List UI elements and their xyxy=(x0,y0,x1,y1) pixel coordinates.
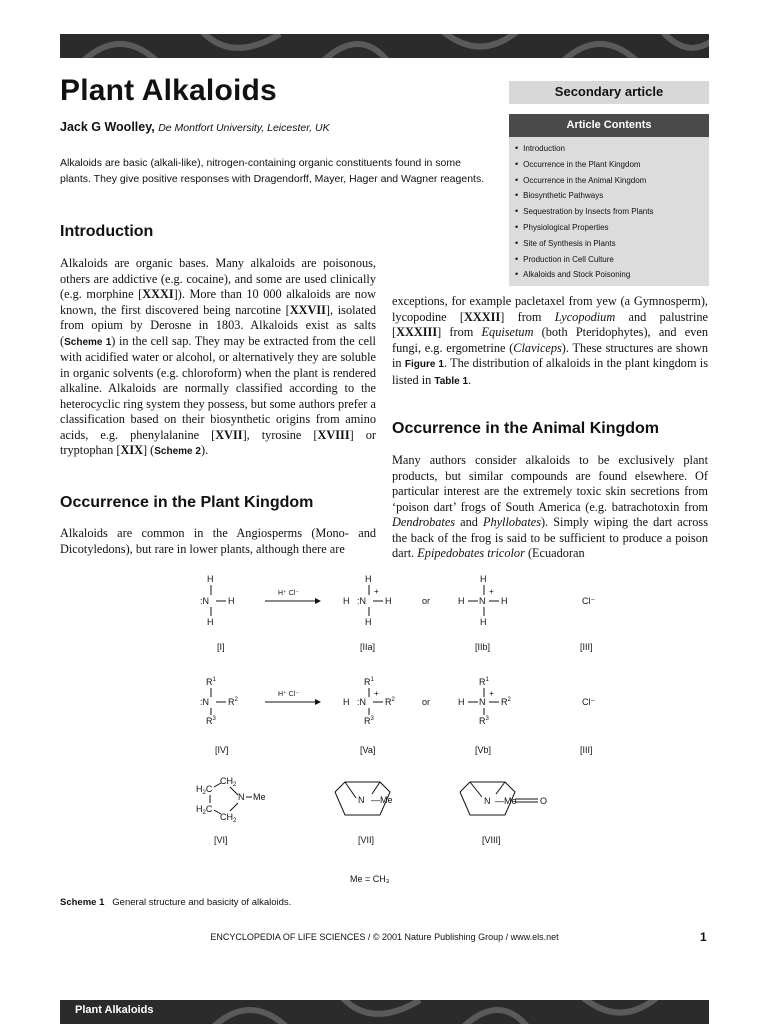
compound-ref: XXXI xyxy=(142,287,174,301)
scheme-1-structures xyxy=(190,570,610,900)
svg-text:N: N xyxy=(479,596,486,606)
svg-text:+: + xyxy=(374,689,379,698)
svg-text:H: H xyxy=(480,574,487,584)
genus-name: Equisetum xyxy=(481,325,534,339)
contents-item[interactable]: • Physiological Properties xyxy=(515,220,709,236)
svg-text:H: H xyxy=(365,574,372,584)
structure-VIII-label-Me: —Me xyxy=(495,796,517,806)
or-text: or xyxy=(422,697,431,707)
compound-ref: XIX xyxy=(120,443,143,457)
intro-text: ) in the cell sap. They may be extracted from the cell with acidified water or alcohol, or alternatively they are soluble in organic solvents (e.g. chloroform) when the plant is rendered alkaline. Alkaloids are normally classified according to the heterocyclic ring system they possess, but some authors prefer a classification based on their biosynthetic origins from amino acids, e.g. phenylalanine [ xyxy=(60,333,376,442)
svg-text:R3: $R^3$ xyxy=(479,716,489,726)
plant-text: . xyxy=(468,372,472,387)
svg-text::N: :N xyxy=(357,596,366,606)
svg-text::N: :N xyxy=(200,596,209,606)
compound-ref: XXXIII xyxy=(396,325,438,339)
animal-text: ). Simply wiping the dart across the back of the frog is said to be sufficient to produce a poison dart. xyxy=(392,515,708,560)
svg-text:+: + xyxy=(489,587,494,596)
svg-text:H: H xyxy=(207,617,214,627)
structure-label: [Vb] xyxy=(475,745,492,755)
scheme-ref-link[interactable]: Scheme 1 xyxy=(64,336,112,348)
plant-kingdom-paragraph: Alkaloids are common in the Angiosperms (Mono- and Dicotyledons), but rare in lower plants, although there are xyxy=(60,526,376,556)
contents-item[interactable]: • Occurrence in the Plant Kingdom xyxy=(515,157,709,173)
svg-text:H: H xyxy=(343,596,350,606)
plant-text: ] from xyxy=(500,309,555,324)
compound-ref: XXVII xyxy=(289,302,326,317)
introduction-heading: Introduction xyxy=(60,223,154,240)
author-name: Jack G Woolley, xyxy=(60,120,155,134)
plant-text: (both Pteridophytes), and even fungi, e.g. ergometrine ( xyxy=(392,325,708,355)
contents-item[interactable]: • Sequestration by Insects from Plants xyxy=(515,204,709,220)
structure-label: [VII] xyxy=(358,835,375,845)
scheme-caption xyxy=(60,897,291,908)
plant-text: ). These structures are shown in xyxy=(392,340,708,370)
decorative-swirl-pattern xyxy=(60,1000,709,1024)
intro-text: ] ( xyxy=(143,443,155,457)
structure-VII-label-Me: —Me xyxy=(371,795,393,805)
structure-label: [III] xyxy=(580,642,593,652)
reaction-arrow xyxy=(265,590,321,604)
svg-text:R2: $R^2$ xyxy=(228,697,238,707)
structure-label: [Va] xyxy=(360,745,376,755)
structure-label: [IIb] xyxy=(475,642,491,652)
plant-text: exceptions, for example pacletaxel from yew (a Gymnosperm), lycopodine [ xyxy=(392,294,708,324)
reaction-arrow xyxy=(265,691,321,705)
chloride-ion: Cl⁻ xyxy=(582,697,596,707)
structure-VIII-label-N: N xyxy=(484,796,491,806)
svg-text:H: H xyxy=(385,596,392,606)
svg-text:+: + xyxy=(374,587,379,596)
plant-text: and palustrine [ xyxy=(392,309,709,339)
article-contents-heading: Article Contents xyxy=(509,114,709,137)
structure-IV xyxy=(200,677,239,726)
structure-label: [VIII] xyxy=(482,835,501,845)
contents-item[interactable]: • Biosynthetic Pathways xyxy=(515,188,709,204)
reagent-label: H⁺ Cl⁻ xyxy=(278,691,299,698)
svg-text:H: H xyxy=(343,697,350,707)
svg-text::N: :N xyxy=(200,697,209,707)
structure-VII-label-N: N xyxy=(358,795,365,805)
plant-text: ] from xyxy=(437,325,482,339)
structure-VIII-label-O: O xyxy=(540,796,548,806)
svg-text:H: H xyxy=(501,596,508,606)
scheme-caption-text: General structure and basicity of alkaloids. xyxy=(112,897,292,908)
svg-text:Me: Me xyxy=(253,792,266,802)
contents-item[interactable]: • Occurrence in the Animal Kingdom xyxy=(515,173,709,189)
structure-label: [I] xyxy=(217,642,225,652)
contents-item[interactable]: • Alkaloids and Stock Poisoning xyxy=(515,267,709,283)
svg-text:H2C: $H_2C$ xyxy=(196,784,213,796)
article-type-label xyxy=(509,81,709,104)
intro-text: Alkaloids are organic bases. Many alkaloids are poisonous, others are addictive (e.g. cocaine), and some are used clinically (e.g. morphine [ xyxy=(60,256,376,301)
structure-label: [IIa] xyxy=(360,642,376,652)
table-ref-link[interactable]: Table 1 xyxy=(434,375,469,387)
intro-text: ], isolated from opium by Derosne in 1803. Alkaloids exist as salts ( xyxy=(60,302,376,348)
svg-text:CH2: $CH_2$ xyxy=(220,812,237,824)
article-title: Plant Alkaloids xyxy=(60,74,277,107)
page-number: 1 xyxy=(700,930,707,944)
svg-text:N: N xyxy=(238,792,245,802)
article-contents-box xyxy=(509,114,709,286)
chloride-ion: Cl⁻ xyxy=(582,596,596,606)
svg-text:H2C: $H_2C$ xyxy=(196,804,213,816)
contents-item[interactable]: • Production in Cell Culture xyxy=(515,252,709,268)
svg-text:CH2: $CH_2$ xyxy=(220,776,237,788)
compound-ref: XVIII xyxy=(317,427,350,442)
plant-kingdom-continuation xyxy=(392,294,708,389)
reagent-label: H⁺ Cl⁻ xyxy=(278,590,299,597)
header-band xyxy=(60,34,709,58)
animal-text: (Ecuadoran xyxy=(524,546,585,560)
scheme-ref-link[interactable]: Scheme 2 xyxy=(154,446,201,457)
structure-IIa xyxy=(343,574,392,627)
author-affiliation: De Montfort University, Leicester, UK xyxy=(158,122,330,134)
svg-text:R2: $R^2$ xyxy=(385,697,395,707)
abstract: Alkaloids are basic (alkali-like), nitrogen-containing organic constituents found in some plants. They give positive responses with Dragendorff, Mayer, Hager and Wagner reagents. xyxy=(60,157,485,185)
contents-list xyxy=(509,137,709,283)
running-title: Plant Alkaloids xyxy=(75,1004,154,1016)
species-name: Epipedobates tricolor xyxy=(417,546,525,560)
svg-text:R1: $R^1$ xyxy=(206,677,216,687)
footer-band xyxy=(60,1000,709,1024)
contents-item[interactable]: • Site of Synthesis in Plants xyxy=(515,236,709,252)
svg-text:H: H xyxy=(458,697,465,707)
animal-text: Many authors consider alkaloids to be exclusively plant products, but similar compounds are found elsewhere. Of particular interest are the extremely toxic skin secretions from ‘poison dart’ frogs of South America (e.g. batrachotoxin from xyxy=(392,453,708,514)
svg-text:H: H xyxy=(365,617,372,627)
svg-text:N: N xyxy=(479,697,486,707)
svg-text:+: + xyxy=(489,689,494,698)
author-line xyxy=(60,120,330,134)
svg-text:R1: $R^1$ xyxy=(364,677,374,687)
plant-text: . The distribution of alkaloids in the plant kingdom is listed in xyxy=(392,356,708,387)
svg-text:H: H xyxy=(207,574,214,584)
structure-label: [VI] xyxy=(214,835,228,845)
structure-VI xyxy=(196,776,266,824)
animal-text: and xyxy=(455,515,483,529)
contents-item[interactable]: • Introduction xyxy=(515,141,709,157)
figure-ref-link[interactable]: Figure 1 xyxy=(404,359,444,370)
svg-text:H: H xyxy=(458,596,465,606)
genus-name: Dendrobates xyxy=(392,515,456,529)
structure-Va xyxy=(343,677,396,726)
structure-label: [IV] xyxy=(215,745,229,755)
structure-label: [III] xyxy=(580,745,593,755)
structure-IIb xyxy=(458,574,508,627)
plant-kingdom-heading: Occurrence in the Plant Kingdom xyxy=(60,494,314,511)
svg-text::N: :N xyxy=(357,697,366,707)
svg-text:R3: $R^3$ xyxy=(364,716,374,726)
svg-text:H: H xyxy=(228,596,235,606)
svg-text:R2: $R^2$ xyxy=(501,697,511,707)
animal-kingdom-paragraph xyxy=(392,453,708,562)
scheme-caption-label: Scheme 1 xyxy=(60,897,105,908)
genus-name: Phyllobates xyxy=(482,515,541,529)
animal-kingdom-heading: Occurrence in the Animal Kingdom xyxy=(392,420,660,437)
svg-text:R3: $R^3$ xyxy=(206,716,216,726)
intro-text: ], tyrosine [ xyxy=(242,427,318,442)
compound-ref: XVII xyxy=(215,427,243,442)
decorative-swirl-pattern xyxy=(60,34,709,58)
footer-citation: ENCYCLOPEDIA OF LIFE SCIENCES / © 2001 Nature Publishing Group / www.els.net xyxy=(210,932,559,942)
svg-text:H: H xyxy=(480,617,487,627)
intro-text: ). xyxy=(200,443,209,457)
article-type-text: Secondary article xyxy=(554,84,664,99)
introduction-paragraph xyxy=(60,256,376,460)
or-text: or xyxy=(422,596,431,606)
genus-name: Claviceps xyxy=(513,340,562,355)
intro-text: ] or tryptophan [ xyxy=(60,427,377,457)
structure-I xyxy=(200,574,235,627)
intro-text: ]). More than 10 000 alkaloids are now known, the first discovered being narcotine [ xyxy=(60,287,376,317)
methyl-definition: Me = CH₃ xyxy=(350,874,390,884)
genus-name: Lycopodium xyxy=(554,309,616,324)
compound-ref: XXXII xyxy=(464,309,501,324)
svg-text:R1: $R^1$ xyxy=(479,677,489,687)
structure-Vb xyxy=(458,677,512,726)
